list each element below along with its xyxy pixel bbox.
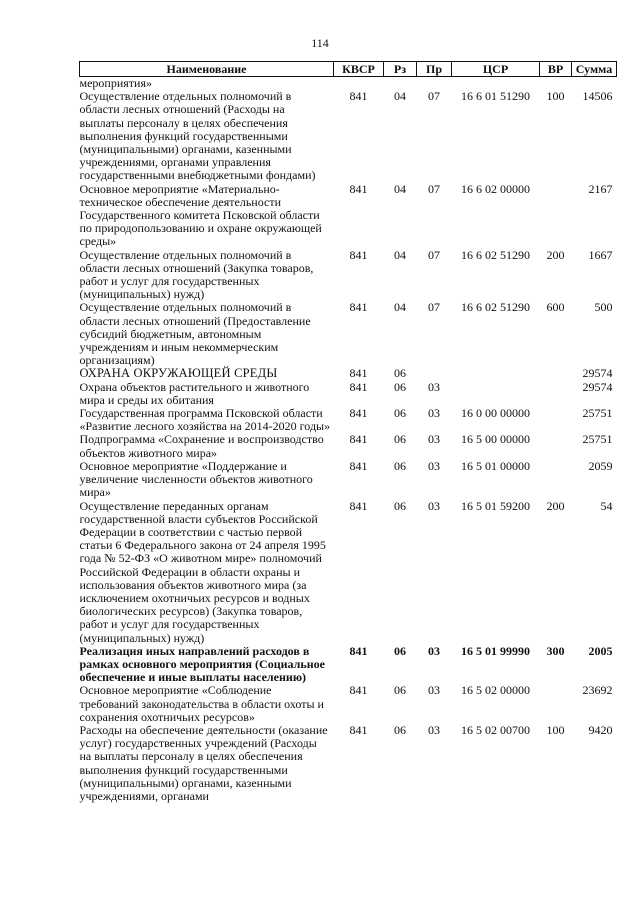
header-rz: Рз [384,62,417,77]
row-rz: 04 [394,247,406,262]
row-vr: 100 [546,89,565,104]
row-name: Осуществление отдельных полномочий в области лесных отношений (Закупка товаров, работ и услуг для государственных (муниципальных) нужд) [79,247,314,302]
row-sum: 25751 [582,406,613,421]
row-kvsr: 841 [349,300,368,315]
row-name: Государственная программа Псковской области «Развитие лесного хозяйства на 2014-2020 годы» [79,406,331,434]
row-name: Основное мероприятие «Поддержание и увеличение численности объектов животного мира» [79,458,313,500]
row-pr: 07 [428,300,440,315]
page-number: 114 [311,36,329,50]
row-rz: 06 [394,498,406,513]
row-rz [384,77,417,91]
row-vr [540,684,572,724]
header-kvsr: КВСР [334,62,384,77]
row-csr [452,381,540,407]
table-row [80,301,617,367]
row-csr: 16 5 02 00700 [461,722,530,737]
row-rz: 06 [394,722,406,737]
row-rz: 06 [394,432,406,447]
row-vr [540,407,572,433]
row-pr: 07 [428,181,440,196]
row-vr: 300 [546,643,565,658]
row-csr: 16 5 02 00000 [461,683,530,698]
row-csr [452,77,540,91]
row-name: Подпрограмма «Сохранение и воспроизводство объектов животного мира» [79,432,324,460]
row-pr: 03 [428,643,440,658]
row-rz: 04 [394,181,406,196]
row-vr [540,460,572,500]
row-pr: 07 [428,247,440,262]
row-csr [452,367,540,380]
budget-table-container [79,61,616,803]
row-pr: 03 [428,432,440,447]
row-sum: 9420 [588,722,613,737]
row-csr: 16 6 01 51290 [461,89,530,104]
row-pr: 03 [428,458,440,473]
row-csr: 16 6 02 51290 [461,300,530,315]
row-kvsr: 841 [349,247,368,262]
row-sum: 23692 [582,683,613,698]
row-csr: 16 6 02 00000 [461,181,530,196]
row-kvsr: 841 [349,722,368,737]
table-row [80,77,617,91]
row-name: Охрана объектов растительного и животного мира и среды их обитания [79,379,310,407]
header-sum: Сумма [572,62,617,77]
row-pr [417,367,452,380]
row-sum: 25751 [582,432,613,447]
row-kvsr: 841 [349,89,368,104]
row-kvsr: 841 [349,683,368,698]
row-sum: 1667 [588,247,613,262]
row-rz: 04 [394,89,406,104]
header-pr: Пр [417,62,452,77]
row-pr: 03 [428,406,440,421]
row-sum: 54 [600,498,613,513]
row-vr [540,183,572,249]
row-sum: 29574 [582,379,613,394]
row-name: мероприятия» [79,76,152,90]
table-row-bold [80,645,617,685]
row-vr: 200 [546,498,565,513]
row-csr: 16 5 01 00000 [461,458,530,473]
row-kvsr: 841 [349,181,368,196]
row-name: Расходы на обеспечение деятельности (оказание услуг) государственных учреждений (Расходы на выплаты персоналу в целях обеспечения выполнения функций государственными (муниципальными) органами, казенными учреждениями, органами [79,722,328,803]
row-sum [572,77,617,91]
row-pr: 03 [428,498,440,513]
table-row [80,500,617,645]
row-pr: 07 [428,89,440,104]
row-kvsr: 841 [349,406,368,421]
row-csr: 16 6 02 51290 [461,247,530,262]
table-row [80,460,617,500]
row-vr: 200 [546,247,565,262]
row-sum: 500 [594,300,613,315]
row-csr: 16 5 01 59200 [461,498,530,513]
row-vr [540,433,572,459]
row-kvsr [334,77,384,91]
row-name: Осуществление отдельных полномочий в области лесных отношений (Предоставление субсидий бюджетным, автономным учреждениям и иным некоммерческим организациям) [79,300,311,368]
row-vr [540,381,572,407]
row-rz: 06 [394,379,406,394]
row-name: Основное мероприятие «Материально-техническое обеспечение деятельности Государственного комитета Псковской области по природопользованию и охране окружающей среды» [79,181,322,249]
row-vr [540,367,572,380]
budget-table [79,61,617,803]
row-kvsr: 841 [349,366,368,381]
row-pr: 03 [428,683,440,698]
row-csr: 16 0 00 00000 [461,406,530,421]
row-kvsr: 841 [349,432,368,447]
row-rz: 06 [394,406,406,421]
row-kvsr: 841 [349,379,368,394]
table-row [80,249,617,302]
row-rz: 06 [394,643,406,658]
table-row [80,381,617,407]
row-kvsr: 841 [349,643,368,658]
row-name: Основное мероприятие «Соблюдение требований законодательства в области охоты и сохранения охотничьих ресурсов» [79,683,324,724]
row-vr: 600 [546,300,565,315]
table-row [80,724,617,803]
row-csr: 16 5 01 99990 [461,643,530,658]
table-row [80,407,617,433]
row-rz: 06 [394,366,406,381]
row-vr [540,77,572,91]
table-row-section [80,367,617,380]
row-vr: 100 [546,722,565,737]
table-row [80,433,617,459]
row-sum: 2059 [588,458,613,473]
row-sum: 29574 [582,366,613,381]
header-name: Наименование [80,62,334,77]
table-row [80,684,617,724]
row-name: Реализация иных направлений расходов в рамках основного мероприятия (Социальное обеспечение и иные выплаты населению) [79,643,325,685]
row-name: Осуществление переданных органам государственной власти субъектов Российской Федерации в соответствии с частью первой статьи 6 Федерального закона от 24 апреля 1995 года № 52-ФЗ «О животном мире» полномочий Российской Федерации в области охраны и использования объектов животного мира (за исключением охотничьих ресурсов и водных биологических ресурсов) (Закупка товаров, работ и услуг для государственных (муниципальных) нужд) [79,498,326,645]
row-csr: 16 5 00 00000 [461,432,530,447]
row-name: ОХРАНА ОКРУЖАЮЩЕЙ СРЕДЫ [79,366,278,381]
row-sum: 14506 [582,89,613,104]
row-name: Осуществление отдельных полномочий в области лесных отношений (Расходы на выплаты персоналу в целях обеспечения выполнения функций государственными (муниципальными) органами, казенными учреждениями, органами управления государственными внебюджетными фондами) [79,89,316,183]
row-rz: 06 [394,458,406,473]
row-sum: 2005 [588,643,613,658]
table-row [80,183,617,249]
table-row [80,90,617,182]
row-rz: 04 [394,300,406,315]
row-sum: 2167 [588,181,613,196]
header-csr: ЦСР [452,62,540,77]
row-kvsr: 841 [349,498,368,513]
row-rz: 06 [394,683,406,698]
row-pr [417,77,452,91]
table-header-row [80,62,617,77]
row-pr: 03 [428,722,440,737]
header-vr: ВР [540,62,572,77]
row-pr: 03 [428,379,440,394]
row-kvsr: 841 [349,458,368,473]
